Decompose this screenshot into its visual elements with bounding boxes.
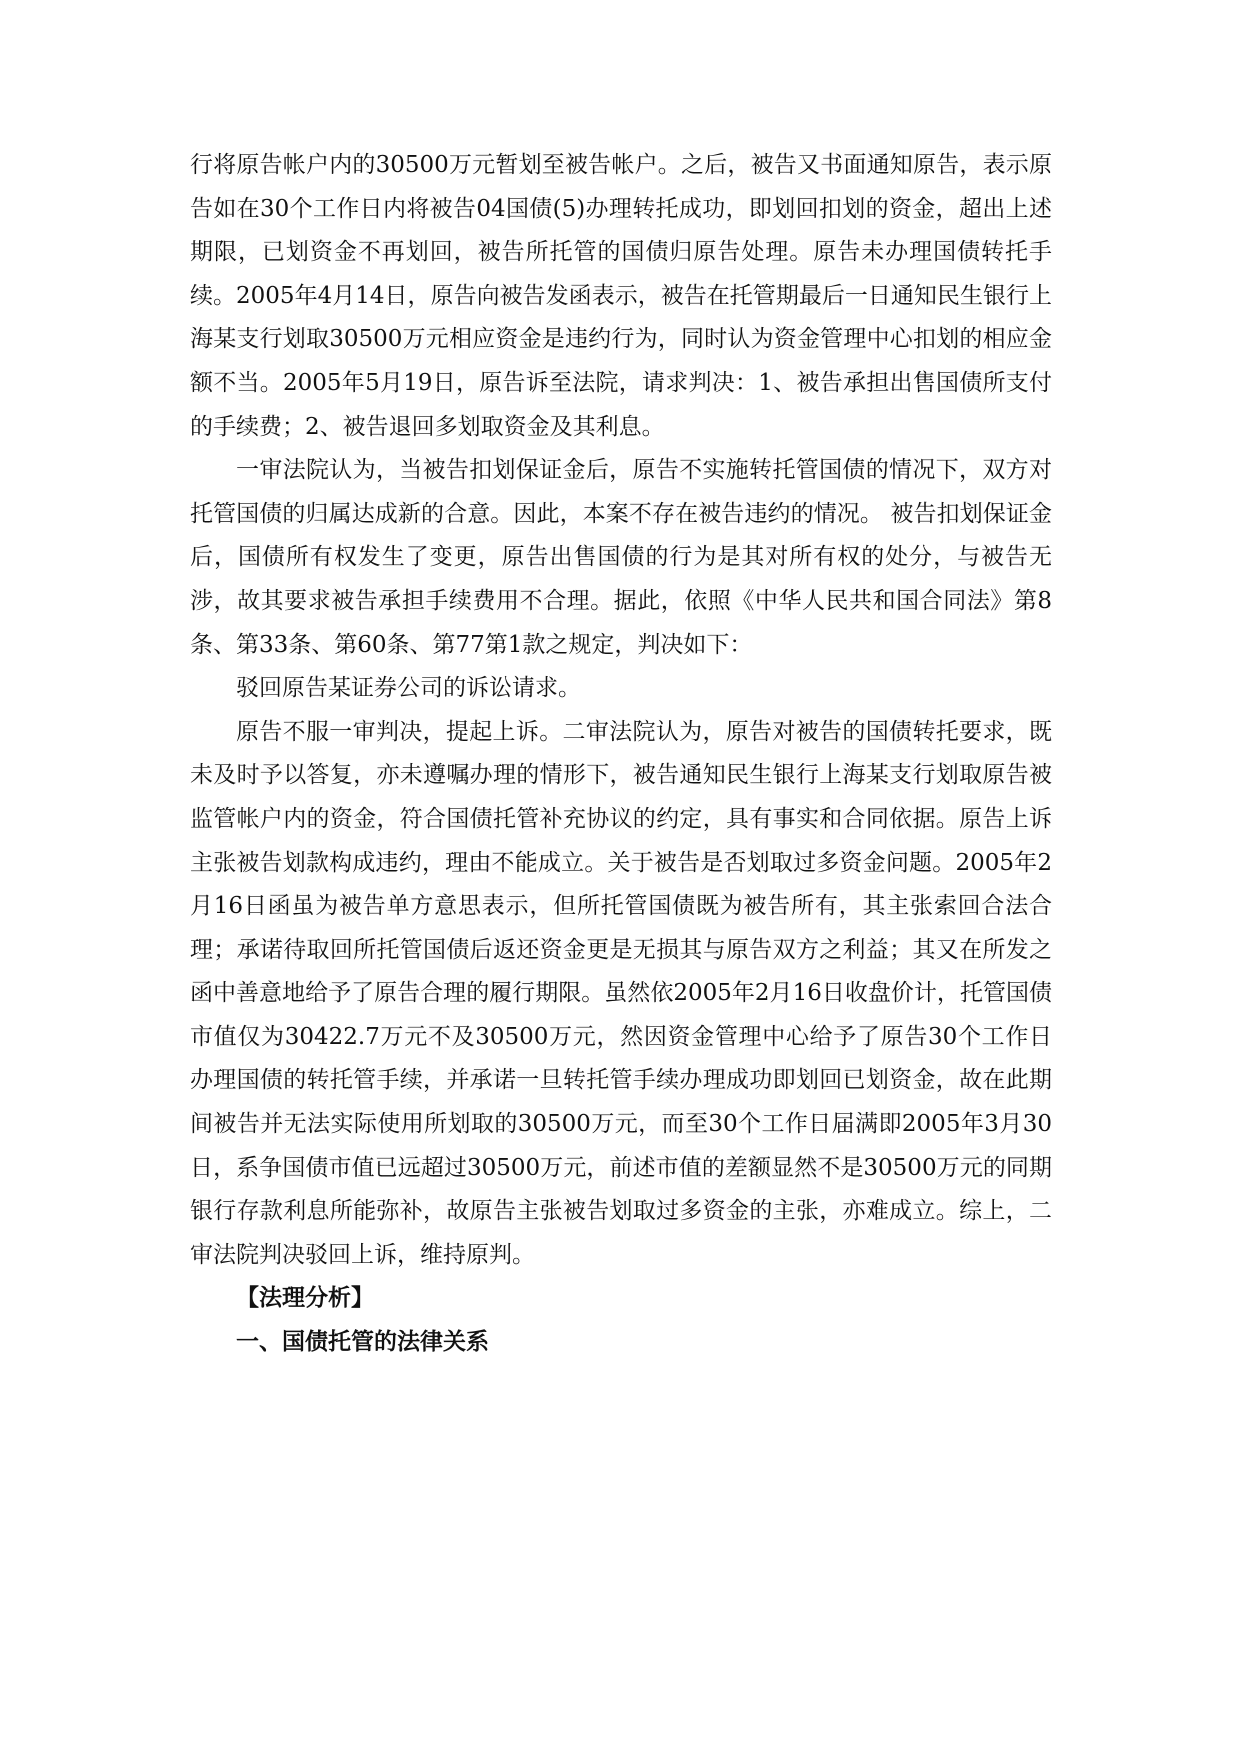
document-page [190,144,1052,1365]
section-heading: 【法理分析】 [236,1285,374,1312]
paragraph-first-instance: 一审法院认为，当被告扣划保证金后，原告不实施转托管国债的情况下，双方对托管国债的归属达成新的合意。因此，本案不存在被告违约的情况。 被告扣划保证金后，国债所有权发生了变更，原告出售国债的行为是其对所有权的处分，与被告无涉，故其要求被告承担手续费用不合理。据此，依照《中华人民共和国合同法》第8条、第33条、第60条、第77第1款之规定，判决如下： [190,457,1052,658]
paragraph-second-instance: 原告不服一审判决，提起上诉。二审法院认为，原告对被告的国债转托要求，既未及时予以答复，亦未遵嘱办理的情形下，被告通知民生银行上海某支行划取原告被监管帐户内的资金，符合国债托管补充协议的约定，具有事实和合同依据。原告上诉主张被告划款构成违约，理由不能成立。关于被告是否划取过多资金问题。2005年2月16日函虽为被告单方意思表示，但所托管国债既为被告所有，其主张索回合法合理；承诺待取回所托管国债后返还资金更是无损其与原告双方之利益；其又在所发之函中善意地给予了原告合理的履行期限。虽然依2005年2月16日收盘价计，托管国债市值仅为30422.7万元不及30500万元，然因资金管理中心给予了原告30个工作日办理国债的转托管手续，并承诺一旦转托管手续办理成功即划回已划资金，故在此期间被告并无法实际使用所划取的30500万元，而至30个工作日届满即2005年3月30日，系争国债市值已远超过30500万元，前述市值的差额显然不是30500万元的同期银行存款利息所能弥补，故原告主张被告划取过多资金的主张，亦难成立。综上，二审法院判决驳回上诉，维持原判。 [190,718,1052,1268]
subsection-heading: 一、国债托管的法律关系 [236,1329,489,1356]
paragraph-case-facts: 行将原告帐户内的30500万元暂划至被告帐户。之后，被告又书面通知原告，表示原告如在30个工作日内将被告04国债(5)办理转托成功，即划回扣划的资金，超出上述期限，已划资金不再划回，被告所托管的国债归原告处理。原告未办理国债转托手续。2005年4月14日，原告向被告发函表示，被告在托管期最后一日通知民生银行上海某支行划取30500万元相应资金是违约行为，同时认为资金管理中心扣划的相应金额不当。2005年5月19日，原告诉至法院，请求判决：1、被告承担出售国债所支付的手续费；2、被告退回多划取资金及其利息。 [190,152,1052,440]
paragraph-judgment: 驳回原告某证券公司的诉讼请求。 [236,675,581,702]
